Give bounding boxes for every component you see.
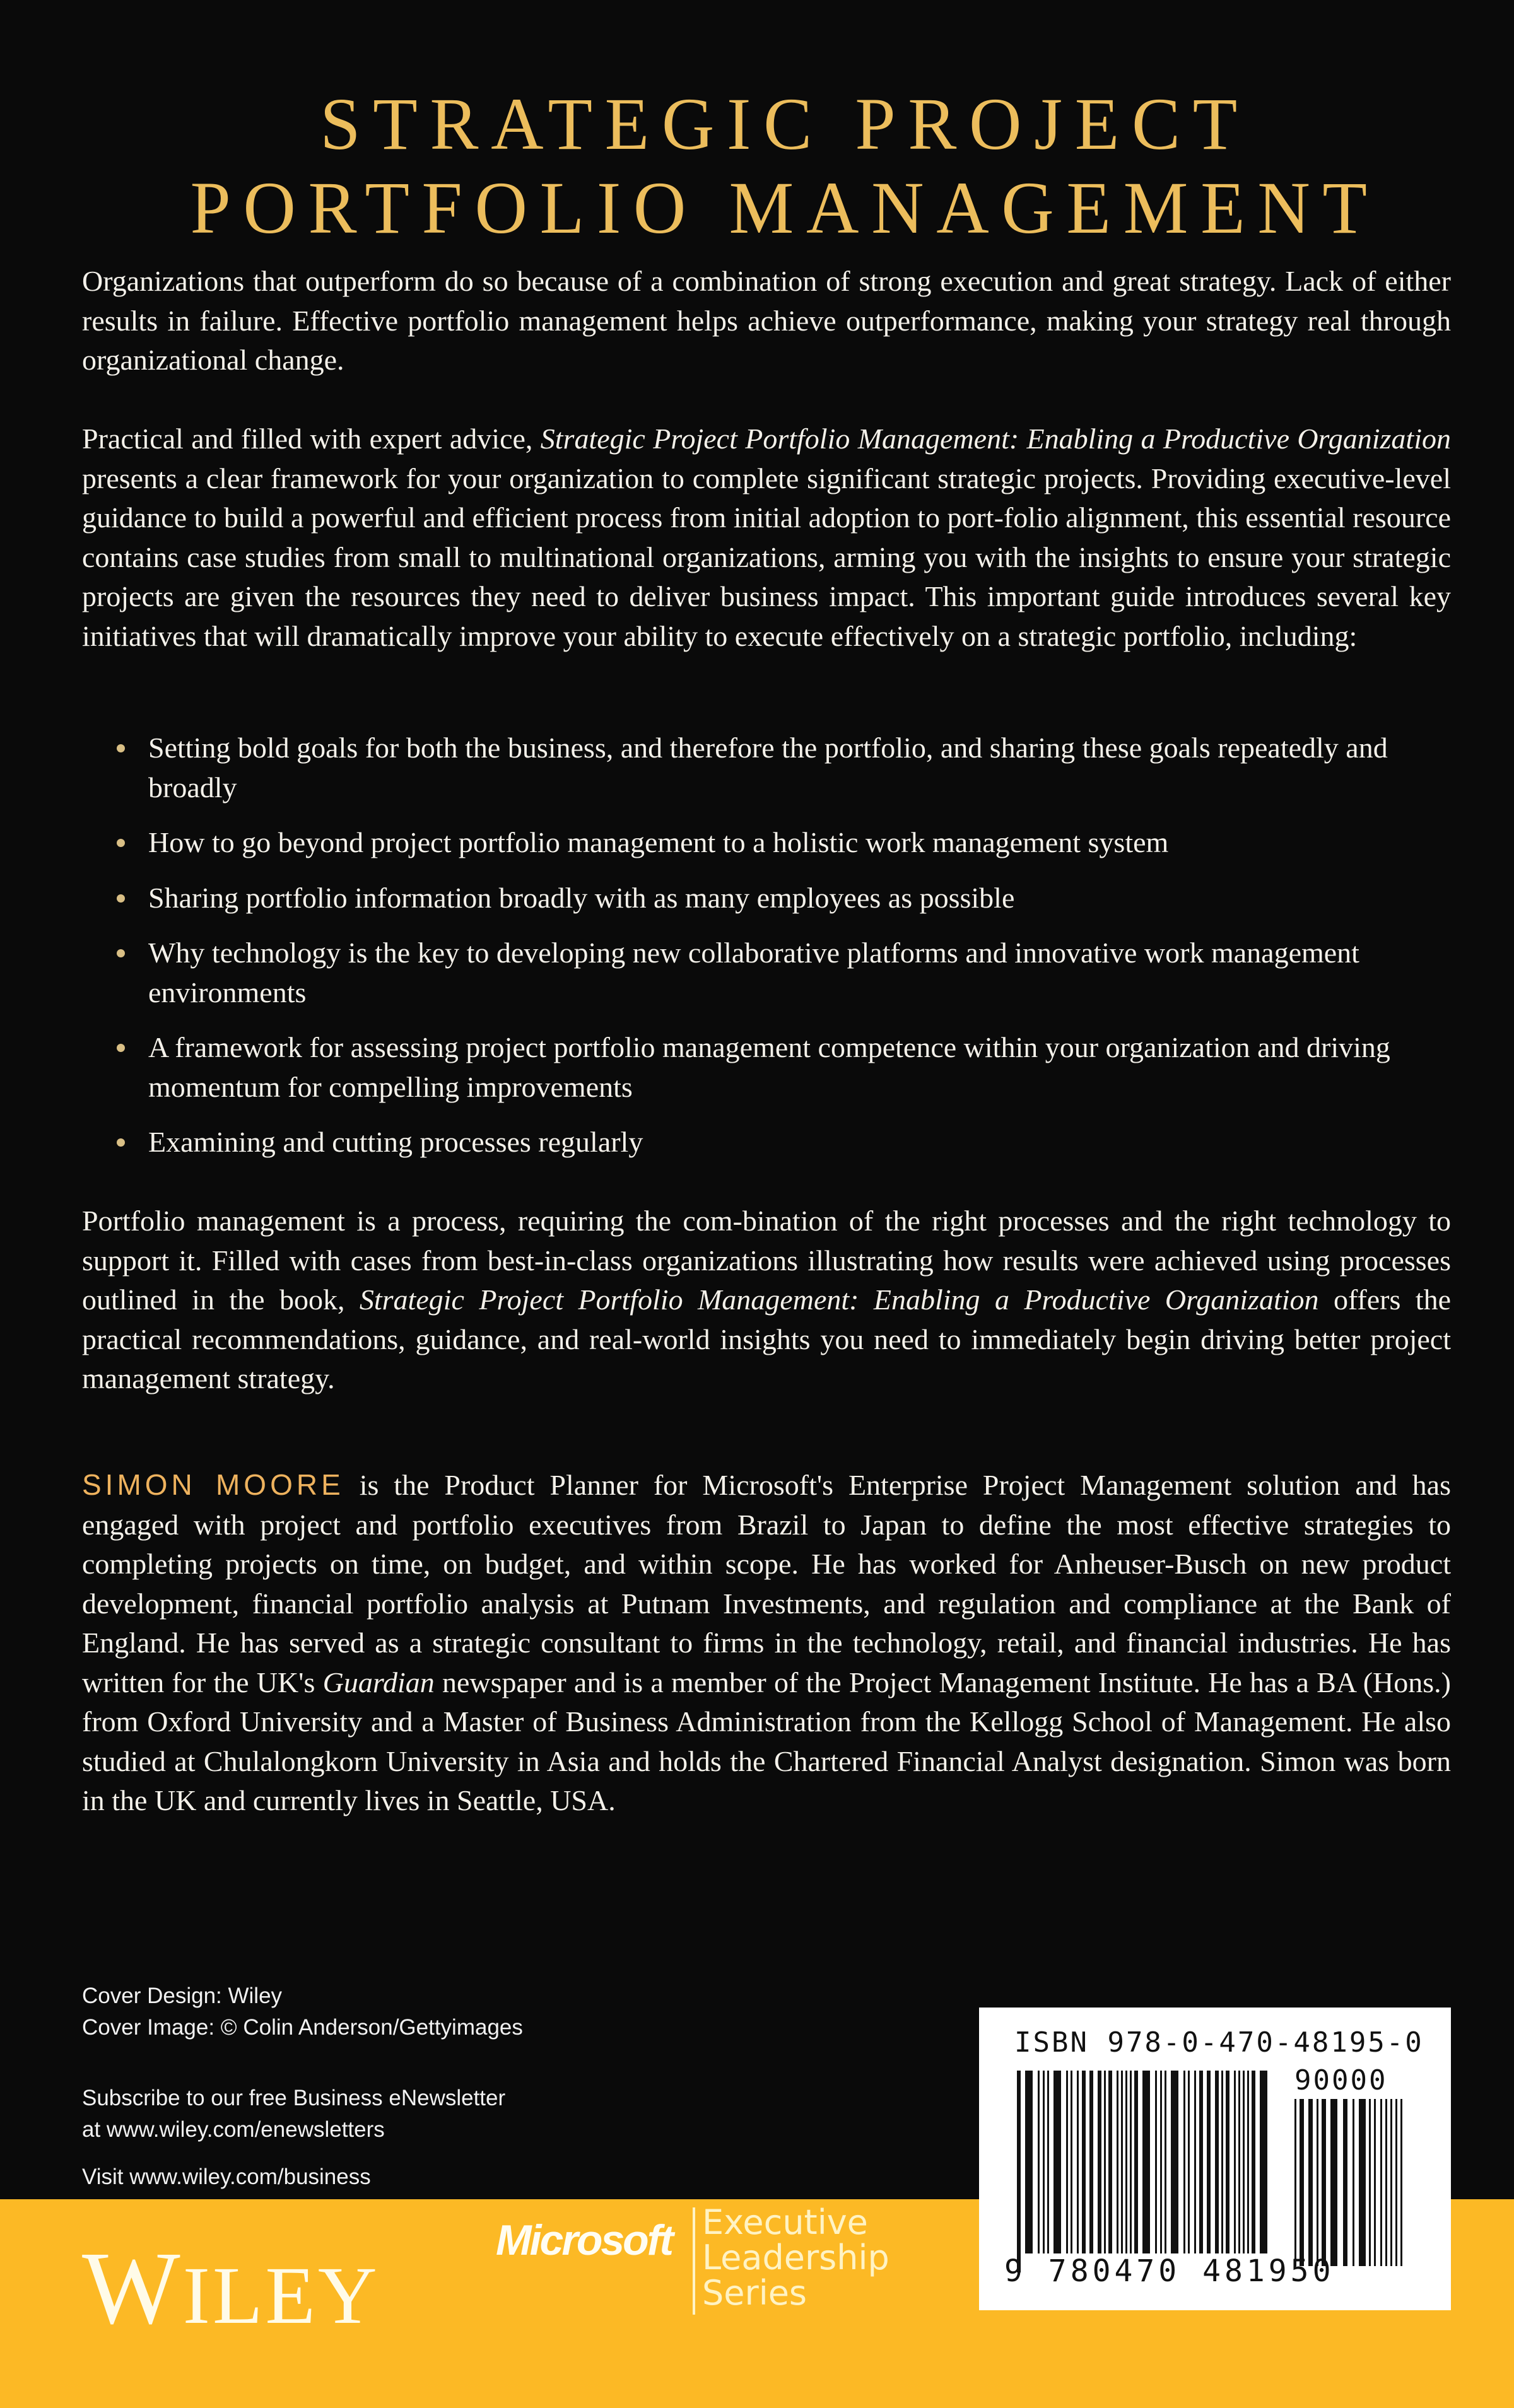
author-bio bbox=[82, 1465, 1451, 1821]
description-rest: presents a clear framework for your organization to complete significant strategic projects. Providing executive-level guidance to build a powerful and efficient process from initial adoption to port-folio alignment, this essential resource contains case studies from small to multinational organizations, arming you with the insights to ensure your strategic projects are given the resources they need to deliver business impact. This important guide introduces several key initiatives that will dramatically improve your ability to execute effectively on a strategic portfolio, including: bbox=[82, 462, 1451, 652]
cover-design-credit: Cover Design: Wiley bbox=[82, 1984, 283, 2008]
book-title-line2: PORTFOLIO MANAGEMENT bbox=[190, 167, 1380, 249]
list-item: Sharing portfolio information broadly with as many employees as possible bbox=[82, 879, 1451, 918]
barcode-bar bbox=[1017, 2071, 1021, 2272]
barcode-addon-bar bbox=[1359, 2099, 1366, 2266]
list-item: How to go beyond project portfolio management to a holistic work management system bbox=[82, 823, 1451, 863]
barcode-addon-bar bbox=[1308, 2099, 1313, 2266]
barcode-bar bbox=[1134, 2071, 1138, 2253]
barcode-bar bbox=[1043, 2071, 1045, 2253]
isbn-label: ISBN 978-0-470-48195-0 bbox=[1014, 2026, 1424, 2059]
bullet-dot-icon bbox=[117, 1044, 125, 1052]
barcode-bar bbox=[1098, 2071, 1101, 2253]
list-item: A framework for assessing project portfolio management competence within your organization and driving momentum for compelling improvements bbox=[82, 1028, 1451, 1107]
barcode-bar bbox=[1089, 2071, 1093, 2253]
intro-paragraph bbox=[82, 262, 1451, 380]
barcode-bar bbox=[1260, 2071, 1267, 2253]
barcode-addon-bar bbox=[1353, 2099, 1354, 2266]
barcode-addon-bar bbox=[1294, 2099, 1296, 2266]
barcode-bar bbox=[1025, 2071, 1033, 2253]
business-site-link[interactable]: Visit www.wiley.com/business bbox=[82, 2165, 371, 2189]
book-title-line1: STRATEGIC PROJECT bbox=[320, 83, 1250, 165]
barcode-bar bbox=[1104, 2071, 1106, 2253]
book-title bbox=[15, 82, 1499, 250]
barcode-bar bbox=[1247, 2071, 1249, 2253]
barcode-bar bbox=[1226, 2071, 1229, 2253]
barcode-bar bbox=[1234, 2071, 1236, 2253]
barcode-bar bbox=[1082, 2071, 1086, 2253]
barcode-bar bbox=[1199, 2071, 1203, 2253]
bullet-dot-icon bbox=[117, 839, 125, 847]
intro-text: Organizations that outperform do so because of a combination of strong execution and great strategy. Lack of either results in failure. Effective portfolio management helps achieve outperformance, making your strategy real through organizational change. bbox=[82, 265, 1451, 376]
barcode-addon-bar bbox=[1385, 2099, 1387, 2266]
author-bio-italic: Guardian bbox=[322, 1666, 435, 1698]
cover-credits bbox=[82, 1980, 523, 2193]
barcode-addon-bar bbox=[1390, 2099, 1392, 2266]
feature-list bbox=[82, 728, 1451, 1178]
barcode-bar bbox=[1077, 2071, 1079, 2253]
bullet-dot-icon bbox=[117, 744, 125, 752]
barcode-addon-bar bbox=[1380, 2099, 1382, 2266]
bullet-dot-icon bbox=[117, 894, 125, 903]
list-item: Why technology is the key to developing new collaborative platforms and innovative work management environments bbox=[82, 933, 1451, 1012]
barcode-bar bbox=[1047, 2071, 1049, 2253]
description-book-title: Strategic Project Portfolio Management: Enabling a Productive Organization bbox=[540, 423, 1451, 455]
summary-book-title: Strategic Project Portfolio Management: Enabling a Productive Organization bbox=[359, 1283, 1319, 1316]
barcode-bar bbox=[1160, 2071, 1162, 2253]
series-divider bbox=[693, 2207, 695, 2315]
barcode-addon-bar bbox=[1369, 2099, 1371, 2266]
barcode-bar bbox=[1252, 2071, 1255, 2253]
barcode-addon-bar bbox=[1400, 2099, 1402, 2266]
description-paragraph bbox=[82, 419, 1451, 656]
barcode-bar bbox=[1066, 2071, 1068, 2253]
subscribe-line: Subscribe to our free Business eNewsletter bbox=[82, 2086, 506, 2110]
barcode-bar bbox=[1053, 2071, 1061, 2253]
barcode-bar bbox=[1165, 2071, 1166, 2253]
barcode-bar bbox=[1243, 2071, 1245, 2253]
barcode-bar bbox=[1155, 2071, 1157, 2253]
author-bio-rest: newspaper and is a member of the Project Management Institute. He has a BA (Hons.) from Oxford University and a Master of Business Administration from the Kellogg School of Management. He also studied at Chulalongkorn University in Asia and holds the Chartered Financial Analyst designation. Simon was born in the UK and currently lives in Seattle, USA. bbox=[82, 1666, 1451, 1816]
isbn-barcode bbox=[979, 2008, 1451, 2310]
barcode-bar bbox=[1207, 2071, 1211, 2253]
barcode-bar bbox=[1071, 2071, 1072, 2253]
barcode-bar bbox=[1125, 2071, 1127, 2253]
barcode-addon-bar bbox=[1317, 2099, 1318, 2266]
barcode-addon-bar bbox=[1395, 2099, 1397, 2266]
summary-paragraph bbox=[82, 1201, 1451, 1399]
list-item: Setting bold goals for both the business, and therefore the portfolio, and sharing these goals repeatedly and broadly bbox=[82, 728, 1451, 807]
barcode-bar bbox=[1194, 2071, 1196, 2253]
series-name: Executive Leadership Series bbox=[702, 2202, 889, 2313]
barcode-bar bbox=[1183, 2071, 1185, 2253]
price-addon: 90000 bbox=[1294, 2064, 1388, 2096]
barcode-bar bbox=[1188, 2071, 1190, 2253]
barcode-addon-bar bbox=[1322, 2099, 1326, 2266]
cover-image-credit: Cover Image: © Colin Anderson/Gettyimages bbox=[82, 2015, 523, 2040]
summary-lead: Portfolio management is a process, requiring the com-bination of the right processes and the right technology to support it. Filled with cases from best-in-class organizations illustrating how results were achieved using processes outlined in the book, bbox=[82, 1205, 1451, 1316]
barcode-bar bbox=[1142, 2071, 1150, 2253]
description-lead: Practical and filled with expert advice, bbox=[82, 423, 541, 455]
list-item: Examining and cutting processes regularly bbox=[82, 1123, 1451, 1162]
barcode-bars-icon bbox=[1017, 2071, 1427, 2279]
barcode-addon-bar bbox=[1374, 2099, 1376, 2266]
bullet-dot-icon bbox=[117, 949, 125, 957]
bullet-dot-icon bbox=[117, 1138, 125, 1147]
barcode-bar bbox=[1238, 2071, 1240, 2253]
barcode-bar bbox=[1117, 2071, 1118, 2253]
wiley-logo: WILEY bbox=[82, 2230, 380, 2346]
barcode-bar bbox=[1121, 2071, 1123, 2253]
barcode-bar bbox=[1130, 2071, 1132, 2253]
newsletter-link[interactable]: at www.wiley.com/enewsletters bbox=[82, 2117, 385, 2142]
barcode-bar bbox=[1215, 2071, 1219, 2253]
barcode-bar bbox=[1221, 2071, 1223, 2253]
barcode-bar bbox=[1108, 2071, 1112, 2253]
ean-number: 9 780470 481950 bbox=[1004, 2253, 1335, 2289]
barcode-addon-bar bbox=[1343, 2099, 1347, 2266]
author-name: SIMON MOORE bbox=[82, 1468, 344, 1501]
barcode-addon-bar bbox=[1330, 2099, 1337, 2266]
barcode-bar bbox=[1171, 2071, 1178, 2253]
author-bio-lead: is the Product Planner for Microsoft's Enterprise Project Management solution and has engaged with project and portfolio executives from Brazil to Japan to define the most effective strategies to completing projects on time, on budget, and within scope. He has worked for Anheuser-Busch on new product development, financial portfolio analysis at Putnam Investments, and regulation and compliance at the Bank of England. He has served as a strategic consultant to firms in the technology, retail, and financial industries. He has written for the UK's bbox=[82, 1469, 1451, 1698]
barcode-addon-bar bbox=[1300, 2099, 1304, 2266]
microsoft-logo: Microsoft bbox=[496, 2216, 672, 2264]
barcode-bar bbox=[1038, 2071, 1040, 2253]
summary-rest: offers the practical recommendations, guidance, and real-world insights you need to immediately begin driving better project management strategy. bbox=[82, 1283, 1451, 1394]
